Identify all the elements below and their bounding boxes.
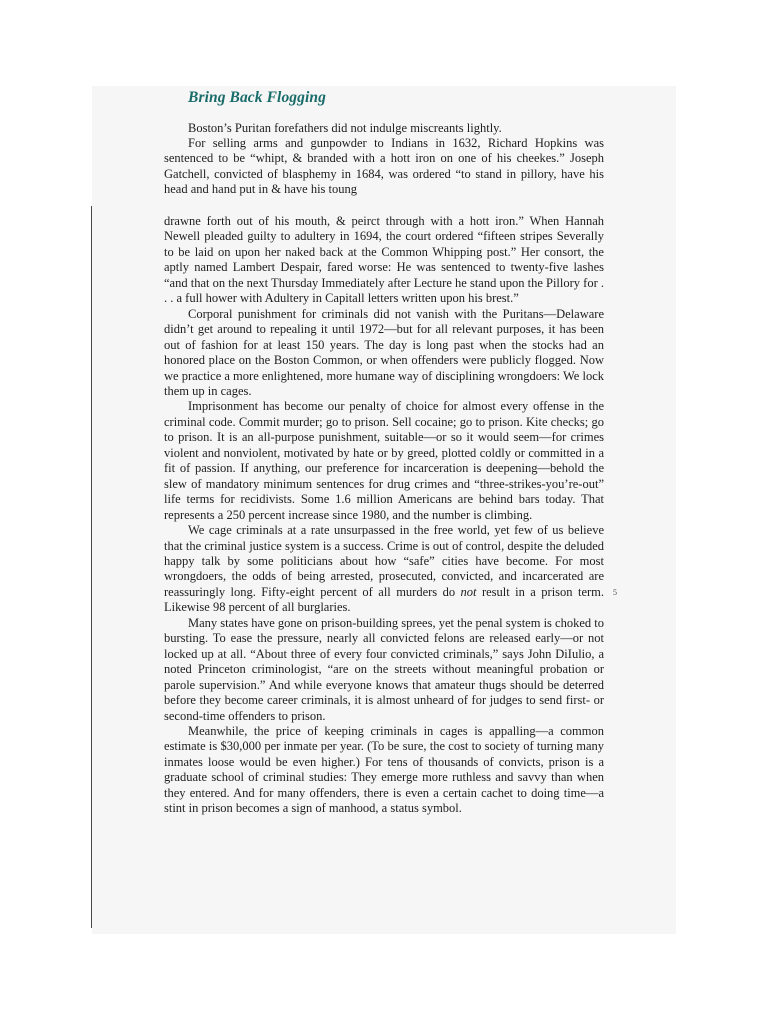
paragraph: Many states have gone on prison-building sprees, yet the penal system is choked to bursting. To ease the pressure, nearly all convicted felons are released early—or not locked up at all. “About three of every four convicted criminals,” says John DiIulio, a noted Princeton criminologist, “are on the streets without meaningful probation or parole supervision.” And while everyone knows that amateur thugs should be deterred before they become career criminals, it is almost unheard of for judges to send first- or second-time offenders to prison. (164, 615, 604, 723)
paragraph-text: result in a prison term. Likewise 98 percent of all burglaries. (164, 584, 605, 615)
paragraph: Imprisonment has become our penalty of choice for almost every offense in the criminal code. Commit murder; go to prison. Sell cocaine; go to prison. Kite checks; go to prison. It is an all-purpose punishment, suitable—or so it would seem—for crimes violent and nonviolent, motivated by hate or by greed, plotted coldly or committed in a fit of passion. If anything, our preference for incarceration is deepening—behold the slew of mandatory minimum sentences for drug crimes and “three-strikes-you’re-out” life terms for recidivists. Some 1.6 million Americans are behind bars today. That represents a 250 percent increase since 1980, and the number is climbing. (164, 399, 604, 522)
paragraph (164, 523, 604, 616)
paragraph-text: We cage criminals at a rate unsurpassed in the free world, yet few of us believe that the criminal justice system is a success. Crime is out of control, despite the deluded happy talk by some politicians about how “safe” cities have become. For most wrongdoers, the odds of being arrested, prosecuted, convicted, and incarcerated are reassuringly long. Fifty-eight percent of all murders do (164, 523, 604, 599)
margin-rule (91, 206, 92, 928)
paragraph-continued: drawne forth out of his mouth, & peirct through with a hott iron.” When Hannah Newell pleaded guilty to adultery in 1694, the court ordered “fifteen stripes Severally to be laid on upon her naked back at the Common Whipping post.” Her consort, the aptly named Lambert Despair, fared worse: He was sentenced to twenty-five lashes “and that on the next Thursday Immediately after Lecture he stand upon the Pillory for . . . a full hower with Adultery in Capitall letters written upon his brest.” (164, 214, 604, 306)
line-number: 5 (613, 588, 617, 597)
article-text-bottom (164, 214, 604, 817)
paragraph: Meanwhile, the price of keeping criminals in cages is appalling—a common estimate is $30,000 per inmate per year. (To be sure, the cost to society of turning many inmates loose would be even higher.) For tens of thousands of convicts, prison is a graduate school of criminal studies: They emerge more ruthless and savvy than when they entered. And for many offenders, there is even a certain cachet to doing time—a stint in prison becomes a sign of manhood, a status symbol. (164, 723, 604, 816)
article-title: Bring Back Flogging (188, 89, 326, 106)
emphasis: not (460, 584, 477, 599)
paragraph: For selling arms and gunpowder to Indians in 1632, Richard Hopkins was sentenced to be “whipt, & branded with a hott iron on one of his cheekes.” Joseph Gatchell, convicted of blasphemy in 1684, was ordered “to stand in pillory, have his head and hand put in & have his toung (164, 136, 604, 196)
paragraph: Boston’s Puritan forefathers did not indulge miscreants lightly. (188, 121, 502, 135)
article-text-top (164, 121, 604, 197)
paragraph: Corporal punishment for criminals did not vanish with the Puritans—Delaware didn’t get around to repealing it until 1972—but for all relevant purposes, it has been out of fashion for at least 150 years. The day is long past when the stocks had an honored place on the Boston Common, or when offenders were publicly flogged. Now we practice a more enlightened, more humane way of disciplining wrongdoers: We lock them up in cages. (164, 306, 604, 398)
